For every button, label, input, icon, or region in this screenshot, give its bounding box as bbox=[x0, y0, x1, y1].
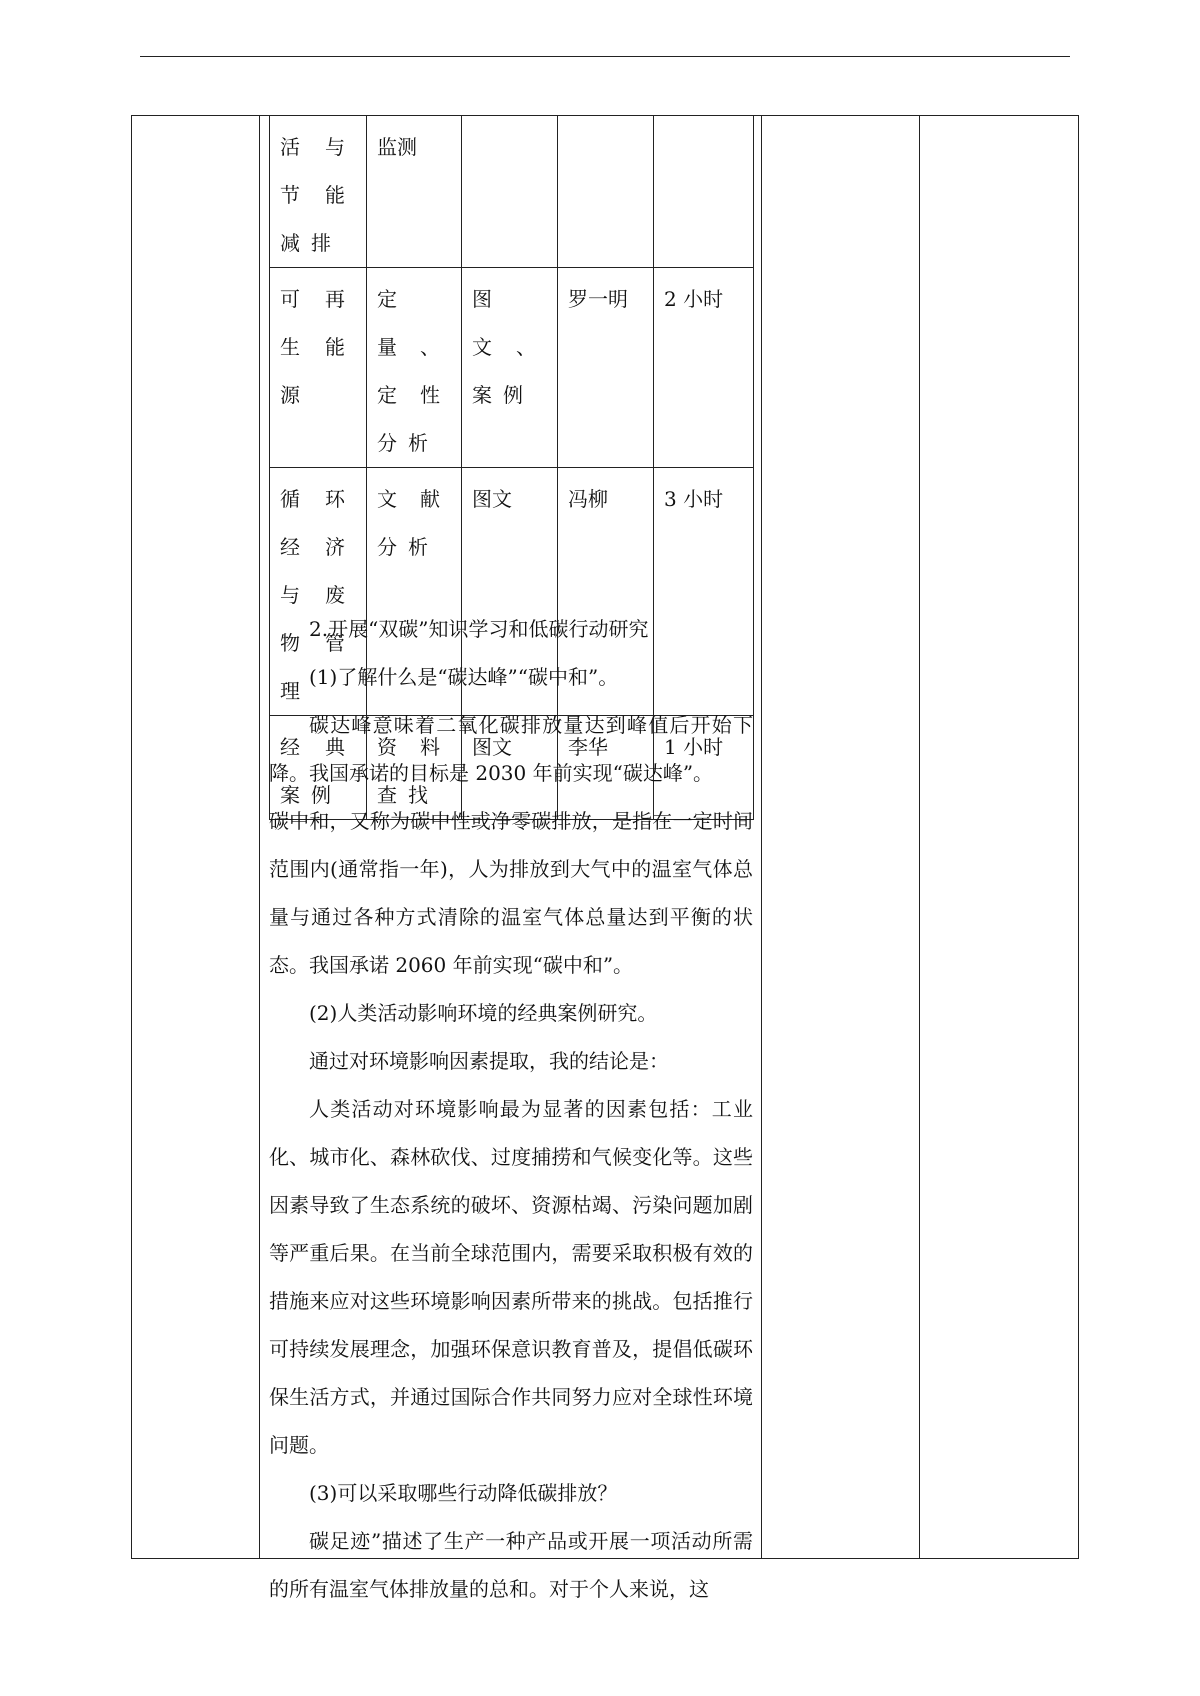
form-cell bbox=[462, 116, 558, 268]
method-cell: 监测 bbox=[367, 116, 462, 268]
topic-cell: 循环经济与废物管理 bbox=[270, 468, 367, 716]
time-cell: 3 小时 bbox=[654, 468, 754, 716]
header-rule bbox=[140, 56, 1070, 57]
form-cell: 图文、案例 bbox=[462, 268, 558, 468]
question-3: (3)可以采取哪些行动降低碳排放？ bbox=[309, 1481, 618, 1505]
lesson-plan-table bbox=[131, 115, 1079, 1601]
method-cell: 资料查找 bbox=[367, 716, 462, 820]
paragraph: 碳足迹”描述了生产一种产品或开展一项活动所需的所有温室气体排放量的总和。对于个人来说，这 bbox=[269, 1529, 753, 1601]
method-cell: 文献分析 bbox=[367, 468, 462, 716]
person-cell: 冯柳 bbox=[558, 468, 654, 716]
method-cell: 定量、定性分析 bbox=[367, 268, 462, 468]
time-cell: 1 小时 bbox=[654, 716, 754, 820]
activity-content-cell bbox=[259, 116, 761, 1601]
activity-body-text bbox=[269, 605, 753, 1613]
paragraph: 人类活动对环境影响最为显著的因素包括：工业化、城市化、森林砍伐、过度捕捞和气候变化等。这些因素导致了生态系统的破坏、资源枯竭、污染问题加剧等严重后果。在当前全球范围内，需要采取积极有效的措施来应对这些环境影响因素所带来的挑战。包括推行可持续发展理念，加强环保意识教育普及，提倡低碳环保生活方式，并通过国际合作共同努力应对全球性环境问题。 bbox=[269, 1097, 753, 1457]
topic-cell: 可再生能源 bbox=[270, 268, 367, 468]
person-cell: 罗一明 bbox=[558, 268, 654, 468]
person-cell bbox=[558, 116, 654, 268]
topic-cell: 经典案例 bbox=[270, 716, 367, 820]
time-cell: 2 小时 bbox=[654, 268, 754, 468]
question-1: (1)了解什么是“碳达峰”“碳中和”。 bbox=[309, 665, 619, 689]
topic-cell: 活与节能减排 bbox=[270, 116, 367, 268]
section-heading: 2.开展“双碳”知识学习和低碳行动研究 bbox=[309, 617, 649, 641]
form-cell: 图文 bbox=[462, 716, 558, 820]
person-cell: 李华 bbox=[558, 716, 654, 820]
form-cell: 图文 bbox=[462, 468, 558, 716]
paragraph: 通过对环境影响因素提取，我的结论是： bbox=[309, 1049, 669, 1073]
column-divider bbox=[761, 116, 762, 1558]
paragraph: 碳中和，又称为碳中性或净零碳排放，是指在一定时间范围内(通常指一年)，人为排放到大气中的温室气体总量与通过各种方式清除的温室气体总量达到平衡的状态。我国承诺 2060 年前实现“碳中和”。 bbox=[269, 809, 753, 977]
table-row bbox=[270, 268, 754, 468]
column-divider bbox=[919, 116, 920, 1558]
time-cell bbox=[654, 116, 754, 268]
paragraph: 碳达峰意味着二氧化碳排放量达到峰值后开始下降。我国承诺的目标是 2030 年前实现“碳达峰”。 bbox=[269, 713, 753, 785]
question-2: (2)人类活动影响环境的经典案例研究。 bbox=[309, 1001, 658, 1025]
table-row bbox=[270, 116, 754, 268]
